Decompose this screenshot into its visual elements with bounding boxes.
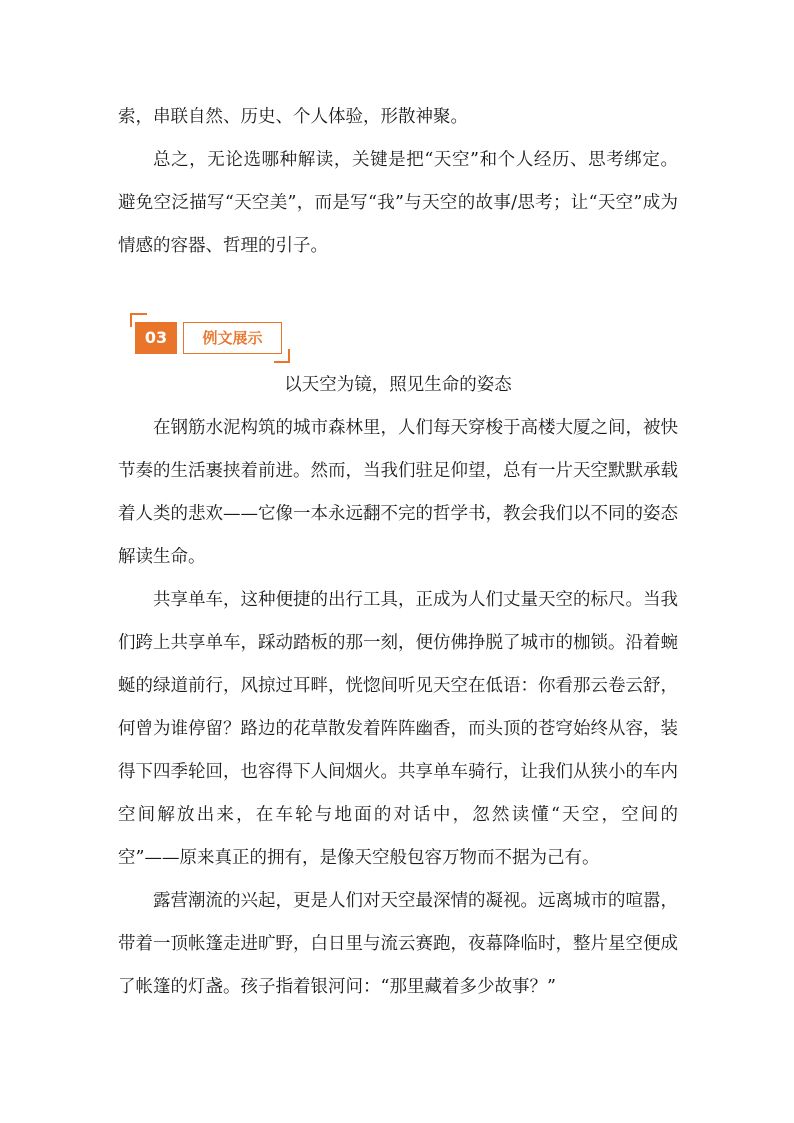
essay-paragraph: 共享单车，这种便捷的出行工具，正成为人们丈量天空的标尺。当我们跨上共享单车，踩动踏板的那一刻，便仿佛挣脱了城市的枷锁。沿着蜿蜒的绿道前行，风掠过耳畔，恍惚间听见天空在低语：你看那云卷云舒，何曾为谁停留？路边的花草散发着阵阵幽香，而头顶的苍穹始终从容，装得下四季轮回，也容得下人间烟火。共享单车骑行，让我们从狭小的车内空间解放出来，在车轮与地面的对话中，忽然读懂“天空，空间的空”——原来真正的拥有，是像天空般包容万物而不据为己有。: [118, 590, 678, 868]
intro-paragraph-continuation: 索，串联自然、历史、个人体验，形散神聚。: [118, 107, 468, 127]
section-number-badge: 03: [135, 322, 177, 354]
essay-paragraph: 在钢筋水泥构筑的城市森林里，人们每天穿梭于高楼大厦之间，被快节奏的生活裹挟着前进。然而，当我们驻足仰望，总有一片天空默默承载着人类的悲欢——它像一本永远翻不完的哲学书，教会我们以不同的姿态解读生命。: [118, 418, 678, 567]
section-header: [130, 313, 290, 363]
intro-paragraph-summary: 总之，无论选哪种解读，关键是把“天空”和个人经历、思考绑定。避免空泛描写“天空美”，而是写“我”与天空的故事/思考；让“天空”成为情感的容器、哲理的引子。: [118, 150, 678, 256]
essay-paragraph: 露营潮流的兴起，更是人们对天空最深情的凝视。远离城市的喧嚣，带着一顶帐篷走进旷野，白日里与流云赛跑，夜幕降临时，整片星空便成了帐篷的灯盏。孩子指着银河问：“那里藏着多少故事？”: [118, 891, 678, 997]
essay-title: 以天空为镜，照见生命的姿态: [284, 375, 512, 395]
essay-body: [118, 407, 678, 1009]
intro-section: [118, 96, 678, 268]
section-label: 例文展示: [183, 322, 282, 354]
